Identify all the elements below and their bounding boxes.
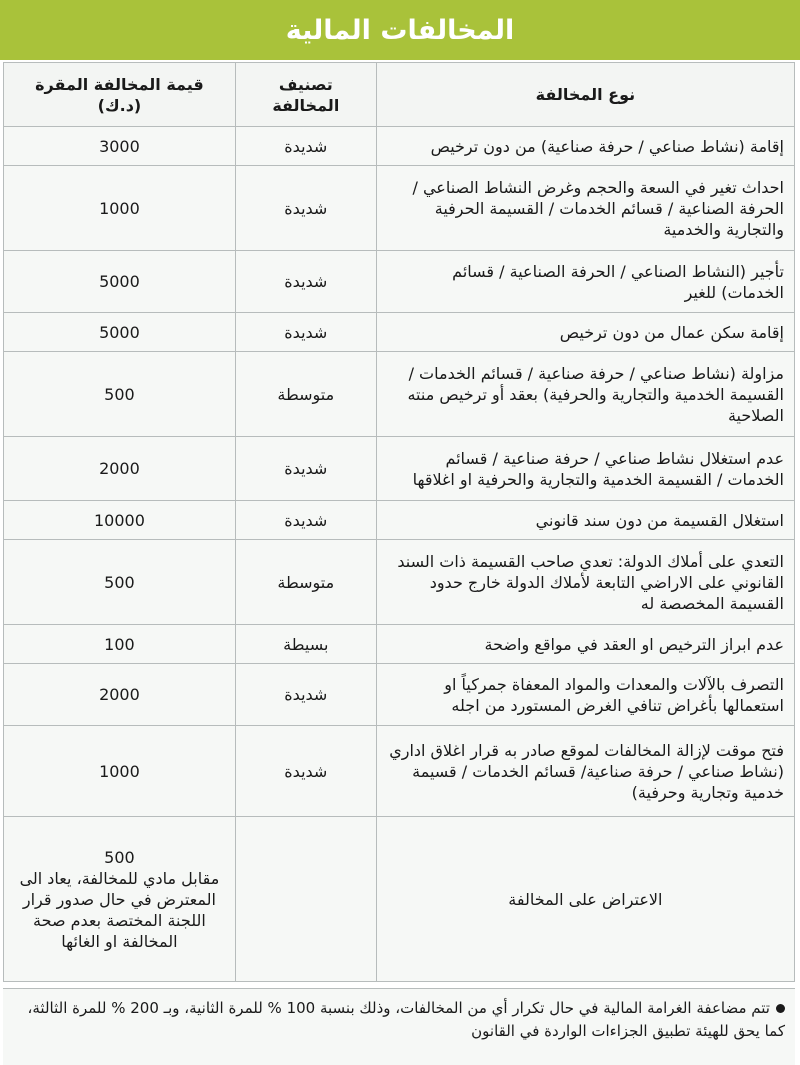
header-violation-type: نوع المخالفة (376, 63, 794, 127)
violation-type: استغلال القسيمة من دون سند قانوني (376, 501, 794, 540)
table-row (4, 251, 795, 313)
violation-amount: 500 (4, 540, 236, 625)
violation-classification: شديدة (235, 127, 376, 166)
violation-classification: متوسطة (235, 352, 376, 437)
title-bar (0, 0, 800, 60)
fines-table (3, 62, 795, 982)
violation-amount: 3000 (4, 127, 236, 166)
violation-classification: شديدة (235, 437, 376, 501)
footnote (3, 988, 795, 1065)
header-classification: تصنيف المخالفة (235, 63, 376, 127)
violation-type: احداث تغير في السعة والحجم وغرض النشاط الصناعي / الحرفة الصناعية / قسائم الخدمات / القسيمة الحرفية والتجارية والخدمية (376, 166, 794, 251)
violation-classification: شديدة (235, 313, 376, 352)
table-row (4, 625, 795, 664)
violation-amount: 1000 (4, 726, 236, 817)
violation-type: عدم ابراز الترخيص او العقد في مواقع واضحة (376, 625, 794, 664)
table-row (4, 664, 795, 726)
table-row (4, 313, 795, 352)
violation-type: التعدي على أملاك الدولة: تعدي صاحب القسيمة ذات السند القانوني على الاراضي التابعة لأملاك الدولة خارج حدود القسيمة المخصصة له (376, 540, 794, 625)
violation-classification: بسيطة (235, 625, 376, 664)
violation-amount: 2000 (4, 664, 236, 726)
violation-type: التصرف بالآلات والمعدات والمواد المعفاة جمركياً او استعمالها بأغراض تنافي الغرض المستورد من اجله (376, 664, 794, 726)
violation-amount: 5000 (4, 251, 236, 313)
violation-type: مزاولة (نشاط صناعي / حرفة صناعية / قسائم الخدمات / القسيمة الخدمية والتجارية والحرفية) بعقد أو ترخيص منته الصلاحية (376, 352, 794, 437)
objection-amount-note: مقابل مادي للمخالفة، يعاد الى المعترض في حال صدور قرار اللجنة المختصة بعدم صحة المخالفة او الغائها (19, 868, 220, 951)
table-row (4, 726, 795, 817)
violation-type: إقامة (نشاط صناعي / حرفة صناعية) من دون ترخيص (376, 127, 794, 166)
objection-classification (235, 817, 376, 982)
table-row (4, 540, 795, 625)
bullet-icon (776, 1004, 785, 1013)
table-row (4, 501, 795, 540)
table-header-row (4, 63, 795, 127)
objection-amount: 500 (104, 847, 135, 867)
violation-classification: شديدة (235, 251, 376, 313)
objection-amount-cell (4, 817, 236, 982)
violation-amount: 2000 (4, 437, 236, 501)
violation-classification: شديدة (235, 726, 376, 817)
page-title: المخالفات المالية (285, 14, 515, 46)
violation-type: عدم استغلال نشاط صناعي / حرفة صناعية / قسائم الخدمات / القسيمة الخدمية والتجارية والحرفية او اغلاقها (376, 437, 794, 501)
objection-type: الاعتراض على المخالفة (376, 817, 794, 982)
violation-classification: متوسطة (235, 540, 376, 625)
violation-amount: 1000 (4, 166, 236, 251)
violation-classification: شديدة (235, 501, 376, 540)
header-amount: قيمة المخالفة المقرة (د.ك) (4, 63, 236, 127)
table-row (4, 437, 795, 501)
violation-amount: 10000 (4, 501, 236, 540)
violation-classification: شديدة (235, 664, 376, 726)
table-row (4, 166, 795, 251)
violation-amount: 500 (4, 352, 236, 437)
violation-amount: 100 (4, 625, 236, 664)
footnote-text: تتم مضاعفة الغرامة المالية في حال تكرار أي من المخالفات، وذلك بنسبة 100 % للمرة الثانية، وبـ 200 % للمرة الثالثة، كما يحق للهيئة تطبيق الجزاءات الواردة في القانون (27, 999, 785, 1040)
table-row-objection (4, 817, 795, 982)
violation-classification: شديدة (235, 166, 376, 251)
violation-amount: 5000 (4, 313, 236, 352)
violation-type: تأجير (النشاط الصناعي / الحرفة الصناعية / قسائم الخدمات) للغير (376, 251, 794, 313)
violation-type: إقامة سكن عمال من دون ترخيص (376, 313, 794, 352)
violation-type: فتح موقت لإزالة المخالفات لموقع صادر به قرار اغلاق اداري (نشاط صناعي / حرفة صناعية/ قسائم الخدمات / قسيمة خدمية وتجارية وحرفية) (376, 726, 794, 817)
table-row (4, 127, 795, 166)
table-row (4, 352, 795, 437)
